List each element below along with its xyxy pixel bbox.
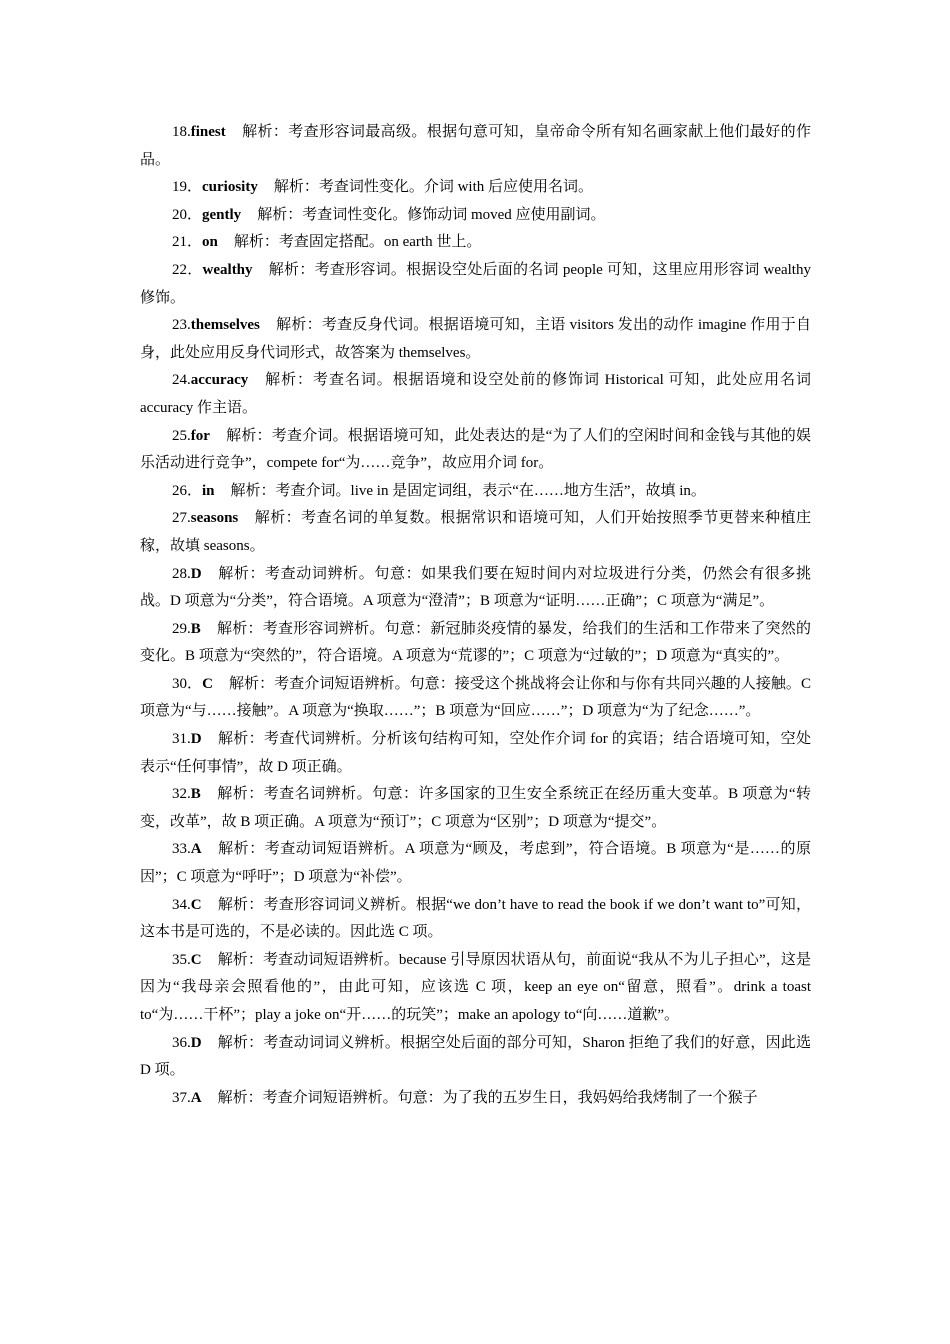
item-number: 25. — [172, 427, 191, 444]
item-number: 22． — [172, 261, 203, 278]
item-number: 23. — [172, 317, 191, 334]
item-answer: B — [190, 786, 201, 803]
item-text: 解析：考查形容词辨析。句意：新冠肺炎疫情的暴发，给我们的生活和工作带来了突然的变化。B 项意为“突然的”，符合语境。A 项意为“荒谬的”；C 项意为“过敏的”；D 项意为“真实的”。 — [140, 620, 811, 665]
explanation-item — [140, 478, 811, 506]
explanation-item — [140, 257, 811, 312]
item-number: 32. — [172, 786, 191, 803]
item-answer: in — [202, 482, 215, 499]
item-number: 19． — [172, 179, 203, 196]
item-text: 解析：考查词性变化。修饰动词 moved 应使用副词。 — [257, 206, 606, 223]
explanation-item — [140, 726, 811, 781]
item-answer: on — [202, 234, 218, 251]
item-text: 解析：考查介词短语辨析。句意：为了我的五岁生日，我妈妈给我烤制了一个猴子 — [217, 1089, 758, 1106]
item-text: 解析：考查反身代词。根据语境可知，主语 visitors 发出的动作 imagine 作用于自身，此处应用反身代词形式，故答案为 themselves。 — [140, 317, 811, 361]
item-number: 27. — [172, 510, 191, 527]
item-number: 28. — [172, 565, 191, 582]
item-answer: B — [190, 620, 201, 637]
item-text: 解析：考查名词。根据语境和设空处前的修饰词 Historical 可知，此处应用名词 accuracy 作主语。 — [140, 372, 811, 416]
explanation-item — [140, 229, 811, 257]
explanation-item — [140, 202, 811, 230]
explanation-item — [140, 561, 811, 616]
item-number: 26． — [172, 482, 203, 499]
item-answer: D — [190, 1034, 202, 1051]
item-text: 解析：考查固定搭配。on earth 世上。 — [233, 234, 482, 251]
explanation-item — [140, 1085, 811, 1113]
explanation-item — [140, 1030, 811, 1085]
explanation-item — [140, 671, 811, 726]
item-text: 解析：考查名词的单复数。根据常识和语境可知，人们开始按照季节更替来种植庄稼，故填 seasons。 — [140, 510, 811, 554]
item-number: 18. — [172, 124, 191, 140]
item-number: 30． — [172, 675, 203, 692]
item-answer: C — [202, 675, 213, 692]
item-text: 解析：考查形容词。根据设空处后面的名词 people 可知，这里应用形容词 wealthy 修饰。 — [140, 261, 811, 306]
item-answer: D — [190, 731, 202, 748]
item-number: 33. — [172, 841, 191, 858]
item-number: 29. — [172, 620, 191, 637]
item-number: 24. — [172, 372, 191, 389]
explanation-item — [140, 836, 811, 891]
item-answer: C — [190, 951, 202, 968]
item-text: 解析：考查介词短语辨析。句意：接受这个挑战将会让你和与你有共同兴趣的人接触。C 项意为“与……接触”。A 项意为“换取……”；B 项意为“回应……”；D 项意为“为了纪念……”。 — [140, 675, 811, 720]
item-text: 解析：考查动词词义辨析。根据空处后面的部分可知，Sharon 拒绝了我们的好意，因此选 D 项。 — [140, 1034, 811, 1079]
item-answer: for — [190, 427, 210, 444]
item-answer: wealthy — [202, 261, 253, 278]
item-text: 解析：考查动词短语辨析。because 引导原因状语从句，前面说“我从不为儿子担心”，这是因为“我母亲会照看他的”，由此可知，应该选 C 项，keep an eye on“留意，照看”。drink a toast to“为……干杯”；play a joke on“开……的玩笑”；make an apology to“向……道歉”。 — [140, 951, 811, 1023]
item-answer: A — [190, 1089, 202, 1106]
item-answer: finest — [190, 124, 226, 140]
item-number: 34. — [172, 896, 191, 913]
item-text: 解析：考查介词。live in 是固定词组，表示“在……地方生活”，故填 in。 — [230, 482, 706, 499]
item-answer: seasons — [190, 510, 239, 527]
explanation-item — [140, 312, 811, 367]
item-number: 21． — [172, 234, 203, 251]
item-number: 37. — [172, 1089, 191, 1106]
item-text: 解析：考查动词辨析。句意：如果我们要在短时间内对垃圾进行分类，仍然会有很多挑战。D 项意为“分类”，符合语境。A 项意为“澄清”；B 项意为“证明……正确”；C 项意为“满足”。 — [140, 565, 811, 610]
explanation-item — [140, 505, 811, 560]
explanation-item — [140, 367, 811, 422]
explanation-item — [140, 423, 811, 478]
item-text: 解析：考查形容词最高级。根据句意可知，皇帝命令所有知名画家献上他们最好的作品。 — [140, 124, 811, 168]
explanation-item — [140, 781, 811, 836]
item-answer: accuracy — [190, 372, 249, 389]
item-number: 31. — [172, 731, 191, 748]
item-answer: themselves — [190, 317, 260, 334]
explanation-item — [140, 947, 811, 1030]
item-answer: gently — [202, 206, 242, 223]
explanation-item — [140, 174, 811, 202]
item-answer: D — [190, 565, 202, 582]
explanation-item — [140, 616, 811, 671]
item-number: 35. — [172, 951, 191, 968]
item-answer: A — [190, 841, 202, 858]
item-text: 解析：考查形容词词义辨析。根据“we don’t have to read the book if we don’t want to”可知，这本书是可选的，不是必读的。因此选 C 项。 — [140, 896, 811, 941]
item-text: 解析：考查介词。根据语境可知，此处表达的是“为了人们的空闲时间和金钱与其他的娱乐活动进行竞争”，compete for“为……竞争”，故应用介词 for。 — [140, 427, 811, 472]
item-text: 解析：考查动词短语辨析。A 项意为“顾及，考虑到”，符合语境。B 项意为“是……的原因”；C 项意为“呼吁”；D 项意为“补偿”。 — [140, 841, 811, 886]
item-text: 解析：考查名词辨析。句意：许多国家的卫生安全系统正在经历重大变革。B 项意为“转变，改革”，故 B 项正确。A 项意为“预订”；C 项意为“区别”；D 项意为“提交”。 — [140, 786, 811, 830]
item-number: 20． — [172, 206, 203, 223]
item-answer: C — [190, 896, 202, 913]
item-text: 解析：考查词性变化。介词 with 后应使用名词。 — [273, 179, 594, 196]
explanation-item — [140, 892, 811, 947]
item-answer: curiosity — [202, 179, 258, 196]
item-text: 解析：考查代词辨析。分析该句结构可知，空处作介词 for 的宾语；结合语境可知，空处表示“任何事情”，故 D 项正确。 — [140, 731, 811, 775]
answer-explanations — [140, 119, 811, 1112]
item-number: 36. — [172, 1034, 191, 1051]
explanation-item — [140, 119, 811, 174]
